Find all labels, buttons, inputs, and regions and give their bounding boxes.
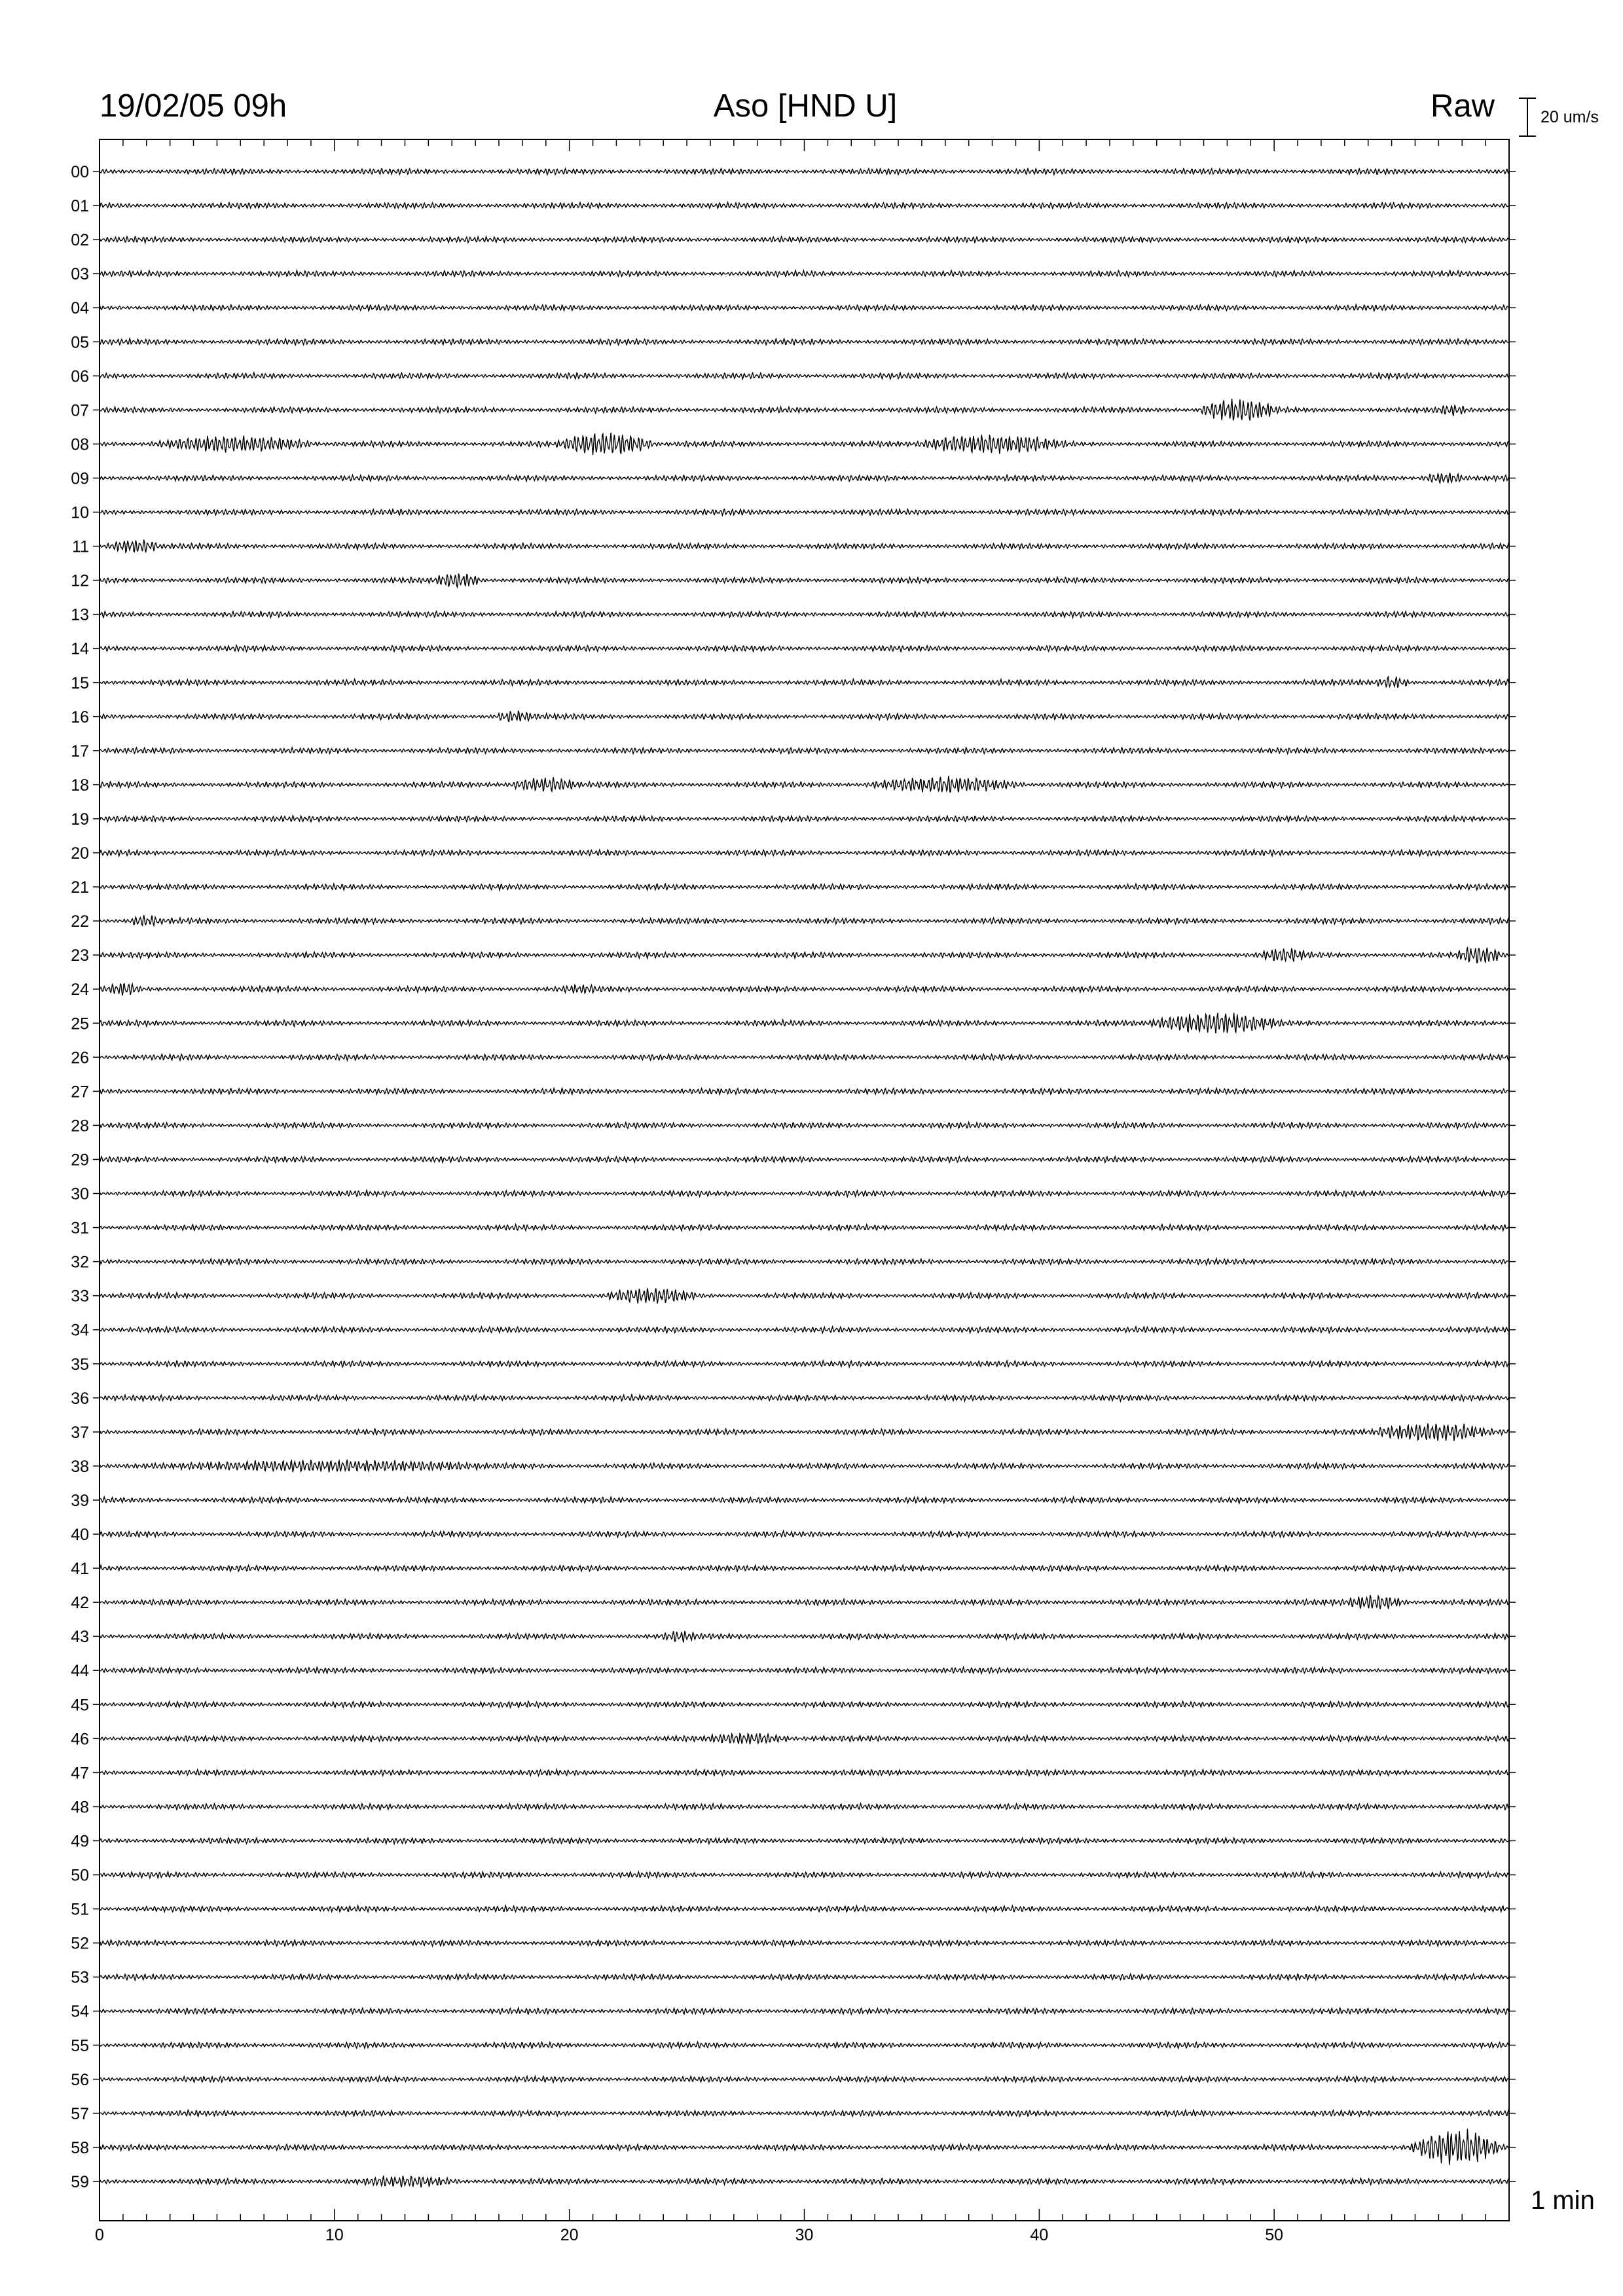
row-label: 25 xyxy=(71,1014,89,1033)
row-label: 40 xyxy=(71,1526,89,1544)
row-label: 27 xyxy=(71,1083,89,1102)
trace-row-43 xyxy=(100,1631,1509,1643)
trace-row-04 xyxy=(100,304,1509,311)
row-label: 13 xyxy=(71,605,89,624)
trace-row-16 xyxy=(100,711,1509,722)
row-label: 54 xyxy=(71,2002,89,2021)
row-label: 49 xyxy=(71,1832,89,1851)
row-label: 07 xyxy=(71,401,89,420)
trace-row-00 xyxy=(100,168,1509,175)
x-tick-label: 50 xyxy=(1265,2226,1284,2244)
row-label: 53 xyxy=(71,1968,89,1987)
row-label: 16 xyxy=(71,708,89,726)
trace-row-11 xyxy=(100,540,1509,553)
trace-row-44 xyxy=(100,1667,1509,1674)
row-label: 52 xyxy=(71,1934,89,1953)
trace-row-19 xyxy=(100,816,1509,822)
trace-row-50 xyxy=(100,1872,1509,1878)
row-label: 58 xyxy=(71,2138,89,2157)
trace-row-38 xyxy=(100,1460,1509,1472)
trace-row-17 xyxy=(100,747,1509,753)
trace-row-25 xyxy=(100,1013,1509,1033)
row-label: 10 xyxy=(71,503,89,522)
trace-row-34 xyxy=(100,1327,1509,1333)
station-title: Aso [HND U] xyxy=(713,88,898,124)
row-label: 57 xyxy=(71,2104,89,2123)
trace-row-46 xyxy=(100,1733,1509,1744)
row-label: 50 xyxy=(71,1866,89,1885)
row-label: 08 xyxy=(71,435,89,454)
row-label: 00 xyxy=(71,163,89,181)
date-hour-title: 19/02/05 09h xyxy=(100,88,287,124)
trace-row-49 xyxy=(100,1838,1509,1844)
row-label: 51 xyxy=(71,1900,89,1919)
row-label: 01 xyxy=(71,197,89,216)
row-label: 32 xyxy=(71,1253,89,1272)
row-label: 29 xyxy=(71,1151,89,1170)
trace-row-47 xyxy=(100,1770,1509,1776)
trace-row-24 xyxy=(100,984,1509,996)
trace-row-40 xyxy=(100,1531,1509,1537)
trace-row-30 xyxy=(100,1191,1509,1197)
row-label: 43 xyxy=(71,1628,89,1647)
mode-label: Raw xyxy=(1430,88,1495,124)
row-label: 36 xyxy=(71,1389,89,1408)
trace-row-13 xyxy=(100,611,1509,618)
trace-row-31 xyxy=(100,1225,1509,1231)
row-label: 11 xyxy=(72,537,89,556)
trace-row-01 xyxy=(100,202,1509,209)
trace-row-23 xyxy=(100,947,1509,963)
trace-row-37 xyxy=(100,1424,1509,1441)
row-label: 55 xyxy=(71,2036,89,2055)
row-label: 44 xyxy=(71,1662,89,1681)
trace-row-39 xyxy=(100,1497,1509,1503)
row-label: 19 xyxy=(71,810,89,829)
trace-row-42 xyxy=(100,1595,1509,1609)
row-label: 33 xyxy=(71,1287,89,1306)
row-label: 18 xyxy=(71,776,89,795)
row-label: 12 xyxy=(71,571,89,590)
trace-row-45 xyxy=(100,1701,1509,1708)
trace-row-18 xyxy=(100,776,1509,792)
trace-row-08 xyxy=(100,433,1509,455)
row-label: 02 xyxy=(71,231,89,250)
row-label: 45 xyxy=(71,1696,89,1715)
trace-row-58 xyxy=(100,2129,1509,2165)
seismic-traces xyxy=(100,168,1509,2187)
trace-row-09 xyxy=(100,473,1509,484)
trace-row-36 xyxy=(100,1395,1509,1401)
row-label: 24 xyxy=(71,980,89,999)
trace-row-56 xyxy=(100,2076,1509,2083)
trace-row-21 xyxy=(100,884,1509,890)
row-label: 06 xyxy=(71,367,89,386)
trace-row-32 xyxy=(100,1259,1509,1265)
amplitude-scale-label: 20 um/s xyxy=(1541,108,1599,126)
row-label: 35 xyxy=(71,1355,89,1374)
row-label: 46 xyxy=(71,1730,89,1749)
trace-row-12 xyxy=(100,573,1509,587)
row-label: 20 xyxy=(71,844,89,863)
row-label: 23 xyxy=(71,946,89,965)
trace-row-22 xyxy=(100,915,1509,925)
trace-row-52 xyxy=(100,1940,1509,1946)
trace-row-51 xyxy=(100,1906,1509,1912)
row-label: 26 xyxy=(71,1049,89,1067)
trace-row-10 xyxy=(100,509,1509,516)
row-label: 42 xyxy=(71,1594,89,1613)
row-label: 47 xyxy=(71,1764,89,1783)
trace-row-27 xyxy=(100,1088,1509,1095)
row-label: 41 xyxy=(71,1560,89,1579)
trace-row-07 xyxy=(100,399,1509,420)
trace-row-41 xyxy=(100,1565,1509,1571)
trace-row-33 xyxy=(100,1289,1509,1304)
x-axis-tick-labels xyxy=(95,2226,1283,2244)
row-label: 39 xyxy=(71,1491,89,1510)
row-label: 03 xyxy=(71,265,89,284)
trace-row-02 xyxy=(100,236,1509,243)
row-label: 56 xyxy=(71,2070,89,2089)
trace-row-28 xyxy=(100,1122,1509,1129)
row-label: 28 xyxy=(71,1117,89,1136)
row-label: 15 xyxy=(71,673,89,692)
x-tick-label: 40 xyxy=(1030,2226,1049,2244)
trace-row-55 xyxy=(100,2042,1509,2049)
trace-row-48 xyxy=(100,1804,1509,1810)
row-label: 38 xyxy=(71,1457,89,1476)
trace-row-06 xyxy=(100,372,1509,379)
row-label: 31 xyxy=(71,1219,89,1238)
row-label: 04 xyxy=(71,299,89,318)
row-label: 34 xyxy=(71,1321,89,1340)
trace-row-26 xyxy=(100,1054,1509,1061)
row-label: 22 xyxy=(71,912,89,931)
x-tick-label: 20 xyxy=(560,2226,579,2244)
trace-row-57 xyxy=(100,2110,1509,2117)
trace-row-15 xyxy=(100,677,1509,688)
trace-row-03 xyxy=(100,270,1509,277)
trace-row-53 xyxy=(100,1974,1509,1981)
row-label: 17 xyxy=(71,742,89,761)
row-label: 09 xyxy=(71,469,89,488)
row-label: 05 xyxy=(71,333,89,352)
row-label: 37 xyxy=(71,1423,89,1442)
amplitude-scale-bar xyxy=(1519,98,1536,136)
trace-row-14 xyxy=(100,645,1509,652)
row-label: 48 xyxy=(71,1798,89,1817)
x-tick-label: 0 xyxy=(95,2226,104,2244)
trace-row-05 xyxy=(100,338,1509,345)
x-tick-label: 10 xyxy=(325,2226,344,2244)
trace-row-35 xyxy=(100,1361,1509,1367)
trace-row-59 xyxy=(100,2176,1509,2187)
row-label: 30 xyxy=(71,1185,89,1204)
trace-row-29 xyxy=(100,1157,1509,1162)
hour-row-labels xyxy=(71,163,1516,2191)
x-tick-label: 30 xyxy=(795,2226,814,2244)
row-label: 21 xyxy=(71,878,89,897)
trace-row-54 xyxy=(100,2008,1509,2015)
row-label: 14 xyxy=(71,639,89,658)
row-label: 59 xyxy=(71,2172,89,2191)
x-unit-label: 1 min xyxy=(1531,2186,1595,2215)
trace-row-20 xyxy=(100,850,1509,856)
